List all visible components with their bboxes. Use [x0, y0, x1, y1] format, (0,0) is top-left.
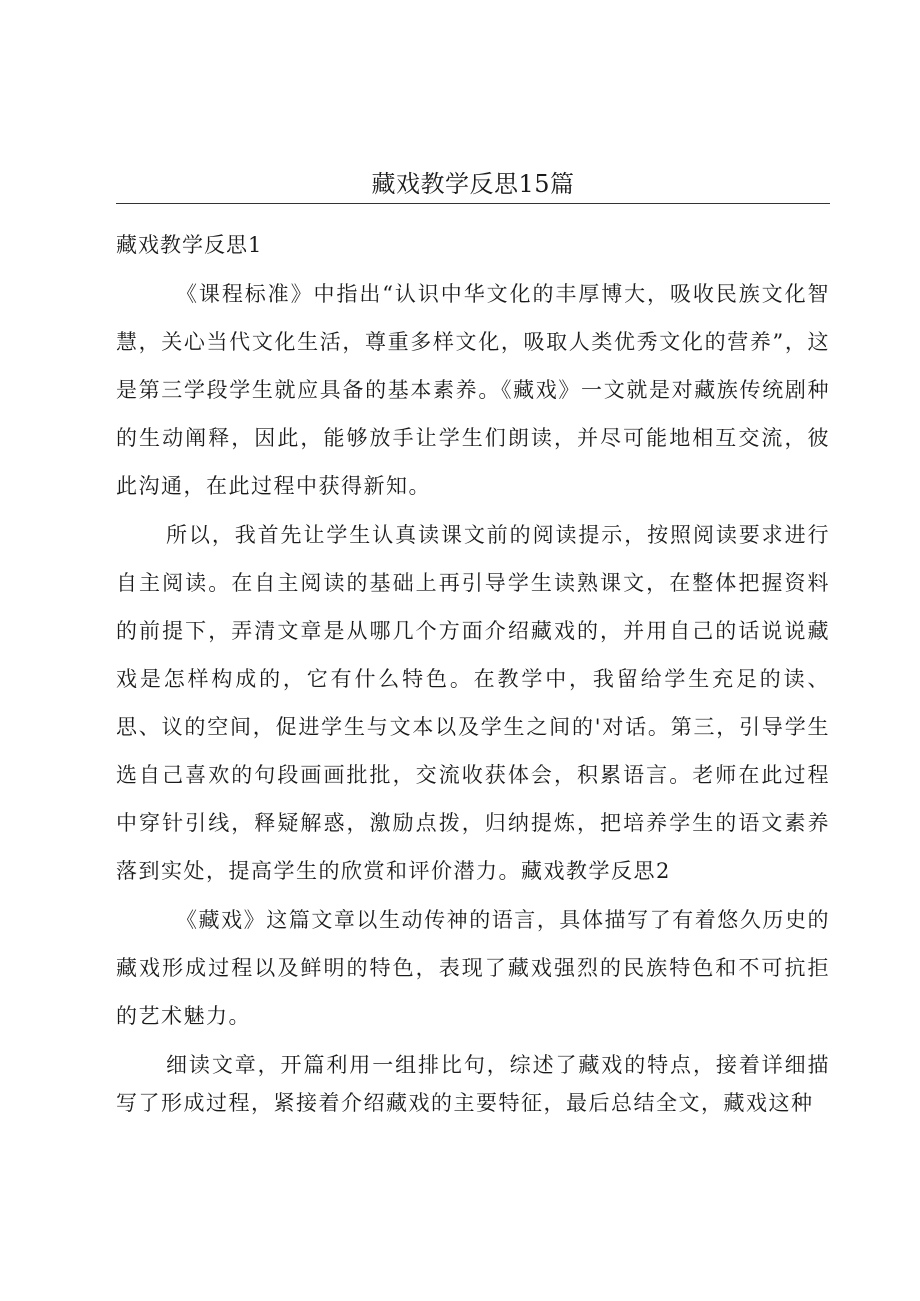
title-divider — [116, 203, 830, 204]
paragraph-4: 细读文章，开篇利用一组排比句，综述了藏戏的特点，接着详细描写了形成过程，紧接着介绍藏戏的主要特征，最后总结全文，藏戏这种 — [116, 1053, 830, 1115]
page-title: 藏戏教学反思15篇 — [371, 170, 575, 198]
section-heading: 藏戏教学反思1 — [116, 233, 263, 257]
paragraph-3: 《藏戏》这篇文章以生动传神的语言，具体描写了有着悠久历史的藏戏形成过程以及鲜明的特色，表现了藏戏强烈的民族特色和不可抗拒的艺术魅力。 — [116, 908, 830, 1028]
paragraph-1: 《课程标准》中指出“认识中华文化的丰厚博大，吸收民族文化智慧，关心当代文化生活，尊重多样文化，吸取人类优秀文化的营养”，这是第三学段学生就应具备的基本素养。《藏戏》一文就是对藏族传统剧种的生动阐释，因此，能够放手让学生们朗读，并尽可能地相互交流，彼此沟通，在此过程中获得新知。 — [116, 282, 830, 498]
paragraph-2: 所以，我首先让学生认真读课文前的阅读提示，按照阅读要求进行自主阅读。在自主阅读的基础上再引导学生读熟课文，在整体把握资料的前提下，弄清文章是从哪几个方面介绍藏戏的，并用自己的话说说藏戏是怎样构成的，它有什么特色。在教学中，我留给学生充足的读、思、议的空间，促进学生与文本以及学生之间的'对话。第三，引导学生选自己喜欢的句段画画批批，交流收获体会，积累语言。老师在此过程中穿针引线，释疑解惑，激励点拨，归纳提炼，把培养学生的语文素养落到实处，提高学生的欣赏和评价潜力。藏戏教学反思2 — [116, 523, 830, 883]
